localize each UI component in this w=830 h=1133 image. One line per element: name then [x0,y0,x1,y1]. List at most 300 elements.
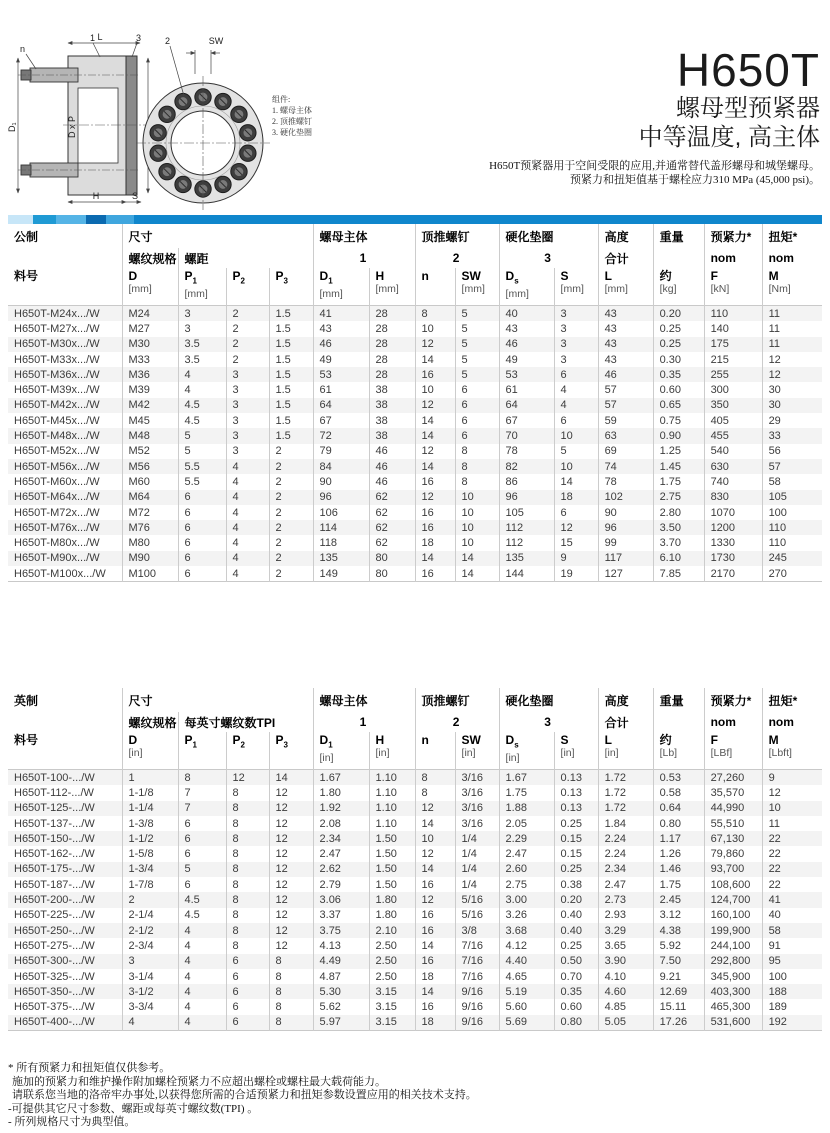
table-cell: 53 [499,367,554,382]
table-cell: 78 [598,474,653,489]
table-cell: 10 [455,490,499,505]
table-cell: 12 [762,352,822,367]
table-cell: 96 [499,490,554,505]
table-cell: H650T-M30x.../W [14,338,100,351]
table-cell: 6 [226,969,269,984]
table-cell: 2 [269,535,313,550]
table-cell: 5.19 [499,984,554,999]
table-cell: 6 [178,877,226,892]
table-cell: 100 [762,969,822,984]
table-cell: 8 [269,999,313,1014]
table-cell: 2.45 [653,892,704,907]
table-cell: 3-3/4 [122,999,178,1014]
subgroup-blank [8,248,122,268]
footnote-line-3: 请联系您当地的洛帝牢办事处,以获得您所需的合适预紧力和扭矩参数设置应用的相关技术支持。 [12,1089,477,1101]
table-cell: 6 [226,954,269,969]
table-cell: 2.47 [499,846,554,861]
table-cell: 67 [313,413,369,428]
description-line-1: H650T预紧器用于空间受限的应用,并通常替代盖形螺母和城堡螺母。 [489,160,820,172]
table-cell: 144 [499,566,554,582]
table-cell: 740 [704,474,762,489]
table-row [8,816,822,831]
table-cell: 8 [455,459,499,474]
table-cell: M52 [122,444,178,459]
table-cell: 10 [455,535,499,550]
table-cell: 1330 [704,535,762,550]
table-cell: 3.68 [499,923,554,938]
table-cell: 135 [499,551,554,566]
table-cell: 4.5 [178,413,226,428]
table-cell: 43 [598,352,653,367]
table-cell: 6 [226,984,269,999]
table-cell: H650T-137-.../W [14,817,95,830]
table-cell: 3.15 [369,984,415,999]
table-cell: 0.13 [554,770,598,786]
table-row [8,337,822,352]
table-cell: 1/4 [455,862,499,877]
table-cell: 7/16 [455,954,499,969]
table-cell: 4 [178,1015,226,1031]
table-cell: 3/16 [455,785,499,800]
table-cell: 3 [178,321,226,336]
group-height: 高度 [598,688,653,712]
table-cell: 114 [313,520,369,535]
table-cell: 6 [178,490,226,505]
footnote-line-2: 施加的预紧力和维护操作附加螺栓预紧力不应超出螺栓或螺柱最大载荷能力。 [12,1075,386,1088]
table-cell: 4 [226,505,269,520]
table-cell: 0.25 [653,337,704,352]
table-cell: 455 [704,428,762,443]
table-cell: 192 [762,1015,822,1031]
table-cell: 0.50 [554,954,598,969]
table-cell: 14 [415,352,455,367]
section-view [8,32,160,202]
table-cell: H650T-M24x.../W [14,307,100,320]
table-cell: 96 [598,520,653,535]
table-cell: 80 [369,566,415,582]
subgroup-blank [653,712,704,732]
title-block [489,46,820,187]
table-cell: 1.10 [369,816,415,831]
table-cell: 2 [122,892,178,907]
table-cell: 0.13 [554,801,598,816]
subgroup-header-row [8,712,822,732]
table-cell: 405 [704,413,762,428]
table-cell: 41 [762,892,822,907]
table-cell: 82 [499,459,554,474]
table-cell: 3 [178,306,226,322]
table-cell: 46 [369,459,415,474]
group-jackscrews: 顶推螺钉 [415,688,499,712]
table-cell: 3.90 [598,954,653,969]
table-cell: 5 [178,428,226,443]
table-cell: 1/4 [455,831,499,846]
table-cell: 14 [455,566,499,582]
table-cell: 4 [226,566,269,582]
table-cell: 12 [762,785,822,800]
table-cell: 0.64 [653,801,704,816]
table-cell: 16 [415,923,455,938]
table-cell: 8 [178,770,226,786]
table-cell: 12 [415,337,455,352]
table-cell: 6 [178,551,226,566]
table-cell: H650T-112-.../W [14,786,94,799]
table-cell: 5 [178,444,226,459]
table-cell: 118 [313,535,369,550]
table-cell: 79,860 [704,846,762,861]
table-cell: 5 [554,444,598,459]
product-subtitle-spec: 中等温度, 高主体 [638,124,820,151]
table-cell: 630 [704,459,762,474]
table-cell: M39 [122,382,178,397]
table-cell: 8 [415,770,455,786]
table-cell: 2.62 [313,862,369,877]
table-cell: 8 [269,984,313,999]
table-cell: 11 [762,337,822,352]
subgroup-total: 合计 [598,712,653,732]
column-header: F [LBf] [704,732,762,770]
column-header: D [in] [122,732,178,770]
table-cell: 3.06 [313,892,369,907]
group-nut-body: 螺母主体 [313,224,415,248]
table-cell: 105 [762,490,822,505]
table-cell: 403,300 [704,984,762,999]
table-cell: 2-1/4 [122,908,178,923]
subgroup-nom-f: nom [704,248,762,268]
table-cell: 12 [269,938,313,953]
table-cell: 7/16 [455,938,499,953]
table-cell: 57 [598,398,653,413]
table-cell: 18 [415,969,455,984]
table-cell: H650T-M100x.../W [14,567,106,580]
group-jackscrews: 顶推螺钉 [415,224,499,248]
table-cell: 59 [598,413,653,428]
table-cell: 188 [762,984,822,999]
table-row [8,801,822,816]
table-cell: 86 [499,474,554,489]
table-cell: 5 [455,321,499,336]
table-cell: H650T-M48x.../W [14,430,100,443]
table-cell: 3/16 [455,801,499,816]
column-header: $D_1$ [mm] [313,268,369,306]
table-cell: 189 [762,999,822,1014]
table-row [8,398,822,413]
table-cell: 2.47 [313,846,369,861]
table-row [8,474,822,489]
table-row [8,444,822,459]
table-cell: 3.5 [178,352,226,367]
table-row [8,984,822,999]
table-cell: 46 [313,337,369,352]
table-cell: 7 [178,801,226,816]
table-cell: 830 [704,490,762,505]
table-cell: M36 [122,367,178,382]
table-cell: 0.35 [653,367,704,382]
table-cell: 2.10 [369,923,415,938]
table-cell: 2.05 [499,816,554,831]
table-cell: 57 [598,382,653,397]
part-label-3: 3 [136,33,142,43]
table-cell: 3 [554,321,598,336]
table-cell: H650T-M39x.../W [14,384,100,397]
table-cell: 1.50 [369,877,415,892]
table-cell: 16 [415,908,455,923]
table-cell: M48 [122,428,178,443]
table-row [8,892,822,907]
table-cell: 0.15 [554,831,598,846]
table-cell: 4 [122,1015,178,1031]
table-cell: 4.85 [598,999,653,1014]
table-row [8,770,822,786]
table-cell: 0.80 [653,816,704,831]
table-cell: 14 [554,474,598,489]
table-cell: 1.75 [653,877,704,892]
table-cell: 2 [269,566,313,582]
table-cell: 5 [455,367,499,382]
table-cell: 28 [369,306,415,322]
table-cell: 1.72 [598,785,653,800]
table-cell: M76 [122,520,178,535]
table-cell: 2 [269,459,313,474]
table-row [8,938,822,953]
table-cell: 62 [369,535,415,550]
table-cell: 4 [178,938,226,953]
group-hardened-washer: 硬化垫圈 [499,224,598,248]
table-cell: M60 [122,474,178,489]
table-cell: 5.92 [653,938,704,953]
group-dimensions: 尺寸 [122,688,313,712]
table-cell: 16 [415,999,455,1014]
table-cell: 4.13 [313,938,369,953]
table-cell: 40 [499,306,554,322]
table-cell: 5/16 [455,892,499,907]
table-cell: 1.5 [269,382,313,397]
table-cell: 16 [415,367,455,382]
table-cell: 1 [122,770,178,786]
hardened-washer-shape [126,56,137,195]
table-cell: 350 [704,398,762,413]
table-cell: H650T-M56x.../W [14,460,100,473]
table-cell: 14 [415,862,455,877]
table-cell: 0.53 [653,770,704,786]
table-cell: 2 [226,306,269,322]
table-cell: 55,510 [704,816,762,831]
table-cell: 5.05 [598,1015,653,1031]
group-nut-body: 螺母主体 [313,688,415,712]
table-cell: 2.34 [598,862,653,877]
table-cell: 4 [178,923,226,938]
table-cell: 28 [369,337,415,352]
table-cell: 1-1/2 [122,831,178,846]
table-cell: 12 [762,367,822,382]
part-label-1: 1 [90,33,96,43]
table-cell: 3.29 [598,923,653,938]
table-cell: 7.85 [653,566,704,582]
table-cell: H650T-225-.../W [14,909,95,922]
subgroup-thread-spec: 螺纹规格 [122,248,178,268]
table-cell: 43 [598,306,653,322]
column-header: L [mm] [598,268,653,306]
table-cell: 6 [178,520,226,535]
column-header-row [8,268,822,306]
table-cell: 9/16 [455,984,499,999]
table-cell: H650T-175-.../W [14,863,95,876]
table-cell: 44,990 [704,801,762,816]
column-header: $P_2$ [226,268,269,306]
table-cell: 38 [369,382,415,397]
table-cell: 91 [762,938,822,953]
table-cell: 10 [554,428,598,443]
table-cell: 3 [554,337,598,352]
technical-drawing-area [8,32,448,212]
table-cell: 6 [226,1015,269,1031]
table-cell: H650T-M45x.../W [14,414,100,427]
subgroup-blank [653,248,704,268]
table-cell: 4.60 [598,984,653,999]
table-cell: 1.10 [369,801,415,816]
table-row [8,846,822,861]
group-torque: 扭矩* [762,688,822,712]
table-cell: 2170 [704,566,762,582]
table-row [8,785,822,800]
table-cell: 3.37 [313,908,369,923]
table-cell: 5.97 [313,1015,369,1031]
table-cell: 9.21 [653,969,704,984]
table-cell: 2.08 [313,816,369,831]
column-header: 约 [Lb] [653,732,704,770]
column-header: $P_1$ [178,732,226,770]
table-cell: 1-7/8 [122,877,178,892]
dim-label-l: L [97,32,103,42]
table-cell: 28 [369,352,415,367]
table-cell: 8 [226,908,269,923]
table-cell: 1.17 [653,831,704,846]
table-cell: 1200 [704,520,762,535]
table-cell: 1.50 [369,831,415,846]
table-cell: 2-3/4 [122,938,178,953]
table-cell: 18 [415,1015,455,1031]
table-cell: 0.13 [554,785,598,800]
table-cell: 38 [369,428,415,443]
table-cell: 90 [313,474,369,489]
table-cell: 53 [313,367,369,382]
column-header: M [Nm] [762,268,822,306]
table-cell: 14 [415,984,455,999]
table-cell: 8 [226,923,269,938]
table-cell: 43 [598,321,653,336]
table-cell: 7/16 [455,969,499,984]
table-cell: 46 [598,367,653,382]
dim-label-d1: D₁ [8,122,17,132]
table-cell: 3.26 [499,908,554,923]
table-cell: 2.79 [313,877,369,892]
metric-table-body [8,306,822,582]
footnote-line-5: - 所列规格尺寸为典型值。 [8,1116,136,1128]
table-cell: 1.75 [499,785,554,800]
table-cell: 1.5 [269,413,313,428]
table-cell: 11 [762,321,822,336]
table-cell: 1.5 [269,367,313,382]
table-cell: 22 [762,846,822,861]
table-cell: 8 [226,831,269,846]
table-cell: 15.11 [653,999,704,1014]
table-cell: 43 [313,321,369,336]
table-cell: 14 [415,938,455,953]
table-cell: 3.75 [313,923,369,938]
column-header: 料号 [14,733,39,747]
table-cell: 4 [226,551,269,566]
table-cell: 1.50 [369,846,415,861]
table-cell: 14 [415,459,455,474]
column-header: $P_3$ [269,732,313,770]
table-cell: 8 [226,846,269,861]
column-header: n [415,732,455,770]
imperial-table [8,688,822,1031]
table-cell: 4.5 [178,398,226,413]
table-cell: 1.80 [313,785,369,800]
table-cell: 1.10 [369,785,415,800]
table-cell: 4 [178,984,226,999]
table-cell: 0.20 [653,306,704,322]
table-cell: 0.40 [554,923,598,938]
table-cell: 140 [704,321,762,336]
band-segment [106,215,134,224]
table-cell: 4.12 [499,938,554,953]
table-cell: 5.69 [499,1015,554,1031]
table-cell: 4.5 [178,908,226,923]
table-cell: 4 [178,382,226,397]
footnote-line-1: * 所有预紧力和扭矩值仅供参考。 [8,1062,171,1074]
table-cell: 2.60 [499,862,554,877]
subgroup-nom-m: nom [762,248,822,268]
table-cell: 1.5 [269,398,313,413]
product-description [489,159,820,187]
table-row [8,954,822,969]
column-header: S [mm] [554,268,598,306]
table-cell: 100 [762,505,822,520]
table-cell: 4 [226,490,269,505]
table-cell: 16 [415,566,455,582]
table-cell: 1.26 [653,846,704,861]
components-title: 组件: [272,95,291,104]
table-cell: 3 [226,398,269,413]
table-cell: 14 [415,428,455,443]
table-cell: 2.29 [499,831,554,846]
subgroup-nom-f: nom [704,712,762,732]
table-cell: 4.87 [313,969,369,984]
table-row [8,321,822,336]
subgroup-component-1: 1 [313,712,415,732]
table-cell: 8 [226,877,269,892]
table-cell: 127 [598,566,653,582]
column-header: $D_s$ [mm] [499,268,554,306]
band-segment [33,215,56,224]
table-cell: 4.49 [313,954,369,969]
table-cell: 0.25 [653,321,704,336]
table-cell: 67 [499,413,554,428]
column-header: n [415,268,455,306]
table-cell: 0.20 [554,892,598,907]
table-cell: 6 [178,846,226,861]
table-cell: 4 [226,459,269,474]
table-cell: 6 [226,999,269,1014]
table-cell: 3-1/2 [122,984,178,999]
table-cell: 1.67 [313,770,369,786]
table-cell: 6 [554,505,598,520]
table-row [8,428,822,443]
dim-label-n: n [20,44,26,54]
table-row [8,831,822,846]
